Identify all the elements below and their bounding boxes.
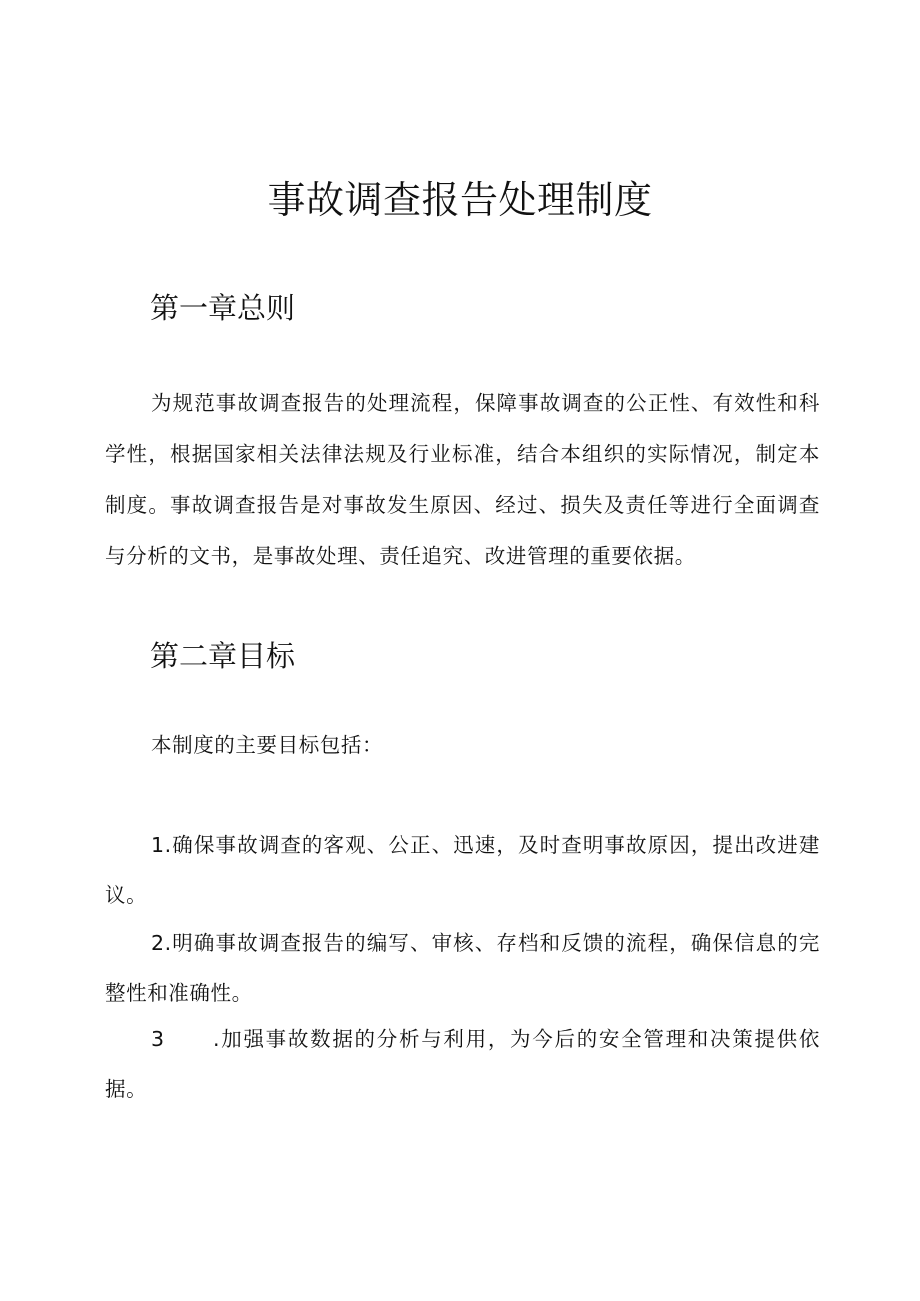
- chapter-2-heading: 第二章目标: [150, 639, 296, 673]
- goal-item-number: 1: [151, 833, 165, 857]
- goal-item-2: [105, 918, 820, 1018]
- goal-item-text: .加强事故数据的分析与利用，为今后的安全管理和决策提供依据。: [105, 1027, 820, 1101]
- goal-item-1: [105, 820, 820, 920]
- goal-item-text: .确保事故调查的客观、公正、迅速，及时查明事故原因，提出改进建议。: [105, 833, 820, 907]
- goal-item-number: 2: [151, 931, 165, 955]
- goal-item-text: .明确事故调查报告的编写、审核、存档和反馈的流程，确保信息的完整性和准确性。: [105, 931, 820, 1005]
- chapter-2-intro: 本制度的主要目标包括：: [151, 733, 384, 757]
- chapter-1-heading: 第一章总则: [150, 291, 296, 325]
- document-title: 事故调查报告处理制度: [267, 178, 653, 222]
- goal-item-3: [105, 1014, 820, 1114]
- goal-item-number: 3: [151, 1027, 165, 1051]
- chapter-1-paragraph: 为规范事故调查报告的处理流程，保障事故调查的公正性、有效性和科学性，根据国家相关法律法规及行业标准，结合本组织的实际情况，制定本制度。事故调查报告是对事故发生原因、经过、损失及责任等进行全面调查与分析的文书，是事故处理、责任追究、改进管理的重要依据。: [105, 391, 820, 568]
